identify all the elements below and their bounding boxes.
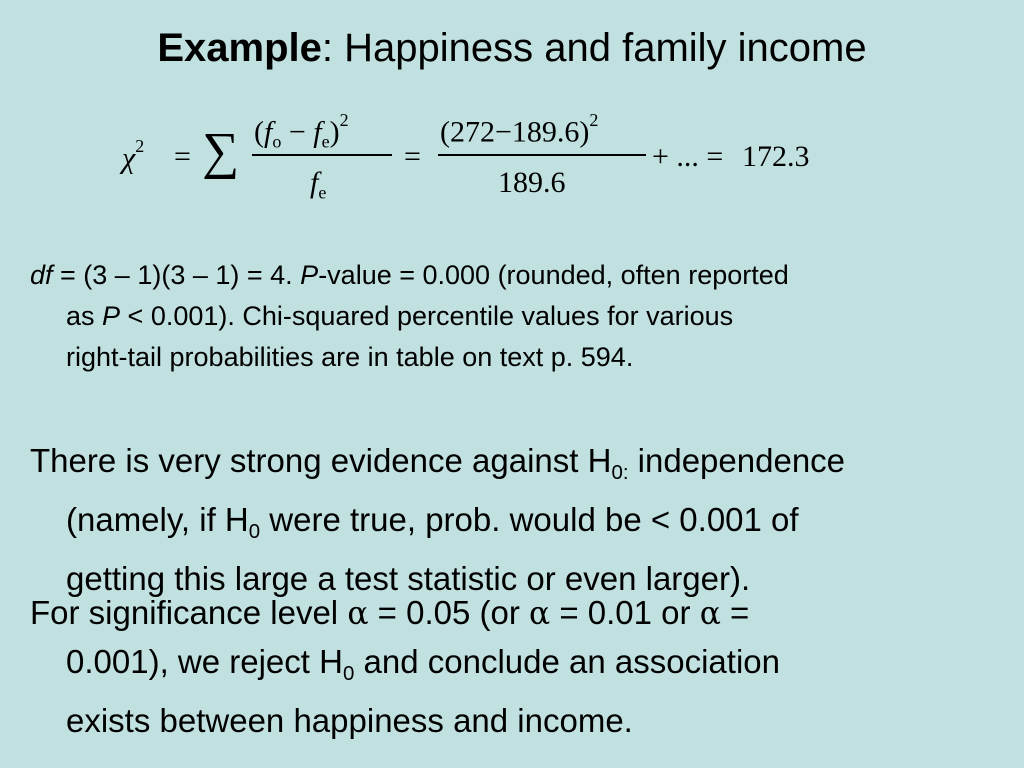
title-bold: Example [157, 26, 322, 70]
fraction-line-1 [252, 154, 392, 156]
denominator-1: $f_e$ [310, 166, 327, 203]
para2-line2: (namely, if $H_0$ were true, prob. would be < 0.001 of [66, 501, 799, 544]
numerator-2: $(272-189.6)^2$ [440, 110, 599, 149]
chi-squared-formula [122, 108, 842, 218]
para3-line3: exists between happiness and income. [66, 702, 633, 740]
para3-line1: For significance level α = 0.05 (or α = 0.01 or α = [30, 594, 750, 632]
para1-line3: right-tail probabilities are in table on text p. 594. [66, 342, 634, 372]
evidence-paragraph [30, 437, 1020, 602]
para1-line1: df = (3 – 1)(3 – 1) = 4. P-value = 0.000 (rounded, often reported [30, 260, 789, 290]
numerator-1: $(f_o - f_e)^2$ [254, 110, 349, 152]
equals-1: = [174, 140, 191, 173]
sigma-symbol: ∑ [202, 123, 240, 180]
conclusion-paragraph [30, 589, 1020, 744]
equals-2: = [404, 140, 421, 173]
chi-symbol: $\chi^2$ [122, 136, 145, 175]
ellipsis-equals: + ... = [652, 140, 724, 173]
title-rest: : Happiness and family income [321, 26, 867, 70]
df-pvalue-paragraph [30, 255, 1010, 378]
para3-line2: 0.001), we reject $H_0$ and conclude an association [66, 643, 780, 686]
denominator-2: 189.6 [498, 166, 566, 199]
fraction-line-2 [438, 154, 646, 156]
para1-line2: as P < 0.001). Chi-squared percentile values for various [66, 301, 734, 331]
alpha-symbol: α [347, 596, 369, 632]
para2-line3: getting this large a test statistic or even larger). [66, 560, 751, 598]
slide-title [0, 24, 1024, 72]
para2-line1: There is very strong evidence against $H_{0:}$ independence [30, 442, 846, 485]
chi-squared-result: 172.3 [742, 140, 810, 173]
